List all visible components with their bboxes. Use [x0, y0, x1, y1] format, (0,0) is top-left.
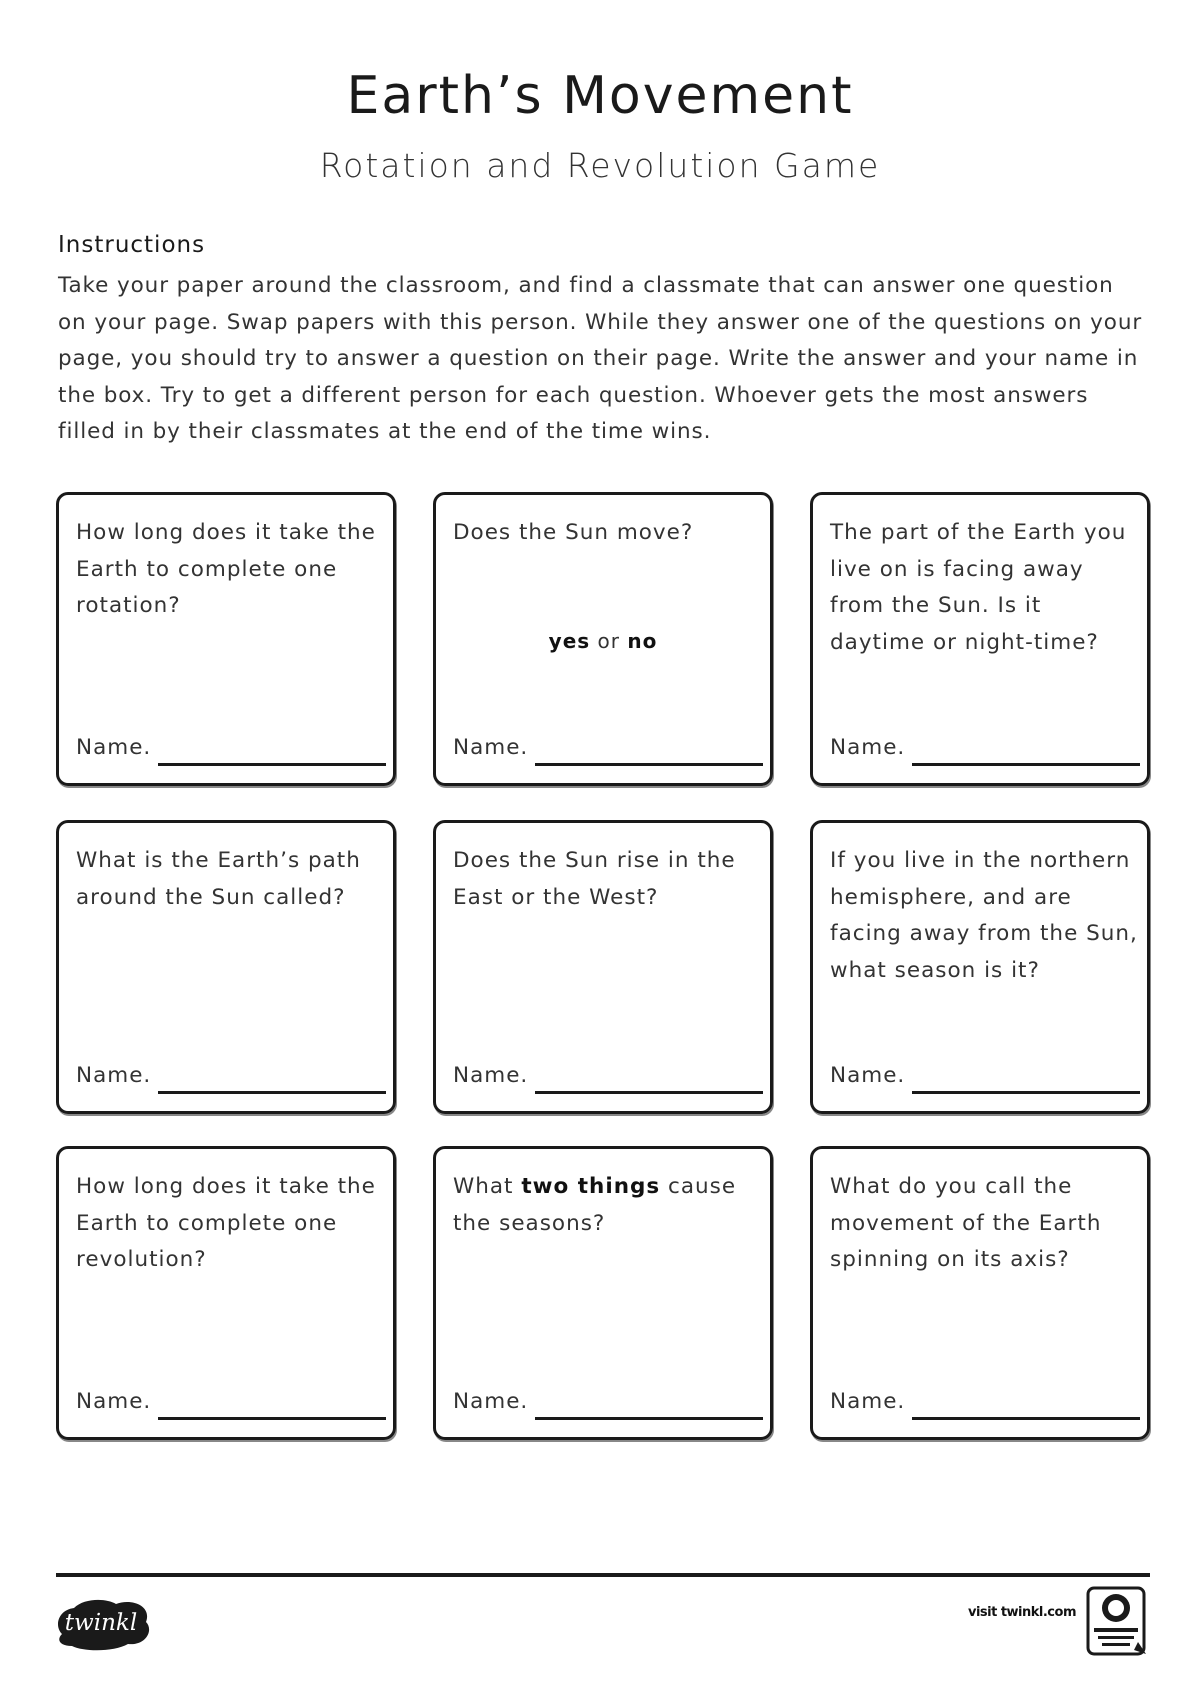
name-label: Name. — [453, 1063, 529, 1088]
name-line — [912, 763, 1140, 766]
name-line — [535, 1417, 763, 1420]
name-label: Name. — [76, 735, 152, 760]
question-card-2[interactable] — [433, 492, 773, 786]
name-line — [158, 763, 386, 766]
name-label: Name. — [453, 735, 529, 760]
name-field[interactable] — [76, 1063, 376, 1093]
question-card-9[interactable] — [810, 1146, 1150, 1440]
name-label: Name. — [830, 1389, 906, 1414]
question-text-end: cause the seasons? — [453, 1174, 737, 1236]
name-line — [535, 763, 763, 766]
question-text: What do you call the movement of the Earth spinning on its axis? — [830, 1174, 1102, 1272]
instructions-heading: Instructions — [58, 232, 206, 258]
name-field[interactable] — [76, 1389, 376, 1419]
question-text: If you live in the northern hemisphere, and are facing away from the Sun, what season is it? — [830, 848, 1138, 983]
name-field[interactable] — [453, 735, 753, 765]
name-field[interactable] — [76, 735, 376, 765]
name-label: Name. — [76, 1389, 152, 1414]
name-line — [912, 1091, 1140, 1094]
instructions-text: Take your paper around the classroom, and find a classmate that can answer one question on your page. Swap papers with this person. While they answer one of the questions on your page, you should try to answer a question on their page. Write the answer and your name in the box. Try to get a different person for each question. Whoever gets the most answers filled in by their classmates at the end of the time wins. — [58, 273, 1143, 444]
name-field[interactable] — [830, 1389, 1130, 1419]
name-line — [912, 1417, 1140, 1420]
question-card-5[interactable] — [433, 820, 773, 1114]
name-label: Name. — [830, 735, 906, 760]
page-subtitle: Rotation and Revolution Game — [319, 146, 881, 185]
yes-no-choice — [436, 629, 770, 653]
question-card-7[interactable] — [56, 1146, 396, 1440]
name-field[interactable] — [830, 735, 1130, 765]
question-text: How long does it take the Earth to complete one rotation? — [76, 520, 376, 618]
question-card-6[interactable] — [810, 820, 1150, 1114]
choice-or: or — [597, 629, 620, 653]
name-line — [158, 1417, 386, 1420]
name-label: Name. — [830, 1063, 906, 1088]
name-field[interactable] — [453, 1063, 753, 1093]
question-text-start: What — [453, 1174, 514, 1199]
page-title: Earth’s Movement — [346, 66, 854, 126]
question-text: Does the Sun move? — [453, 520, 694, 545]
question-text: What is the Earth’s path around the Sun called? — [76, 848, 361, 910]
question-text — [453, 1169, 763, 1242]
visit-link[interactable]: visit twinkl.com — [967, 1605, 1076, 1620]
footer-divider — [56, 1573, 1150, 1577]
name-label: Name. — [76, 1063, 152, 1088]
choice-yes: yes — [548, 629, 591, 653]
name-line — [158, 1091, 386, 1094]
question-card-4[interactable] — [56, 820, 396, 1114]
twinkl-logo[interactable] — [54, 1596, 156, 1652]
name-line — [535, 1091, 763, 1094]
question-card-1[interactable] — [56, 492, 396, 786]
question-text: Does the Sun rise in the East or the West? — [453, 848, 736, 910]
question-text: The part of the Earth you live on is facing away from the Sun. Is it daytime or night-time? — [830, 520, 1127, 655]
name-field[interactable] — [830, 1063, 1130, 1093]
question-text: How long does it take the Earth to complete one revolution? — [76, 1174, 376, 1272]
quality-badge-icon — [1084, 1584, 1150, 1660]
question-card-3[interactable] — [810, 492, 1150, 786]
choice-no: no — [627, 629, 658, 653]
logo-text: twinkl — [64, 1610, 138, 1636]
question-text-emphasis: two things — [521, 1174, 661, 1199]
question-card-8[interactable] — [433, 1146, 773, 1440]
name-field[interactable] — [453, 1389, 753, 1419]
name-label: Name. — [453, 1389, 529, 1414]
